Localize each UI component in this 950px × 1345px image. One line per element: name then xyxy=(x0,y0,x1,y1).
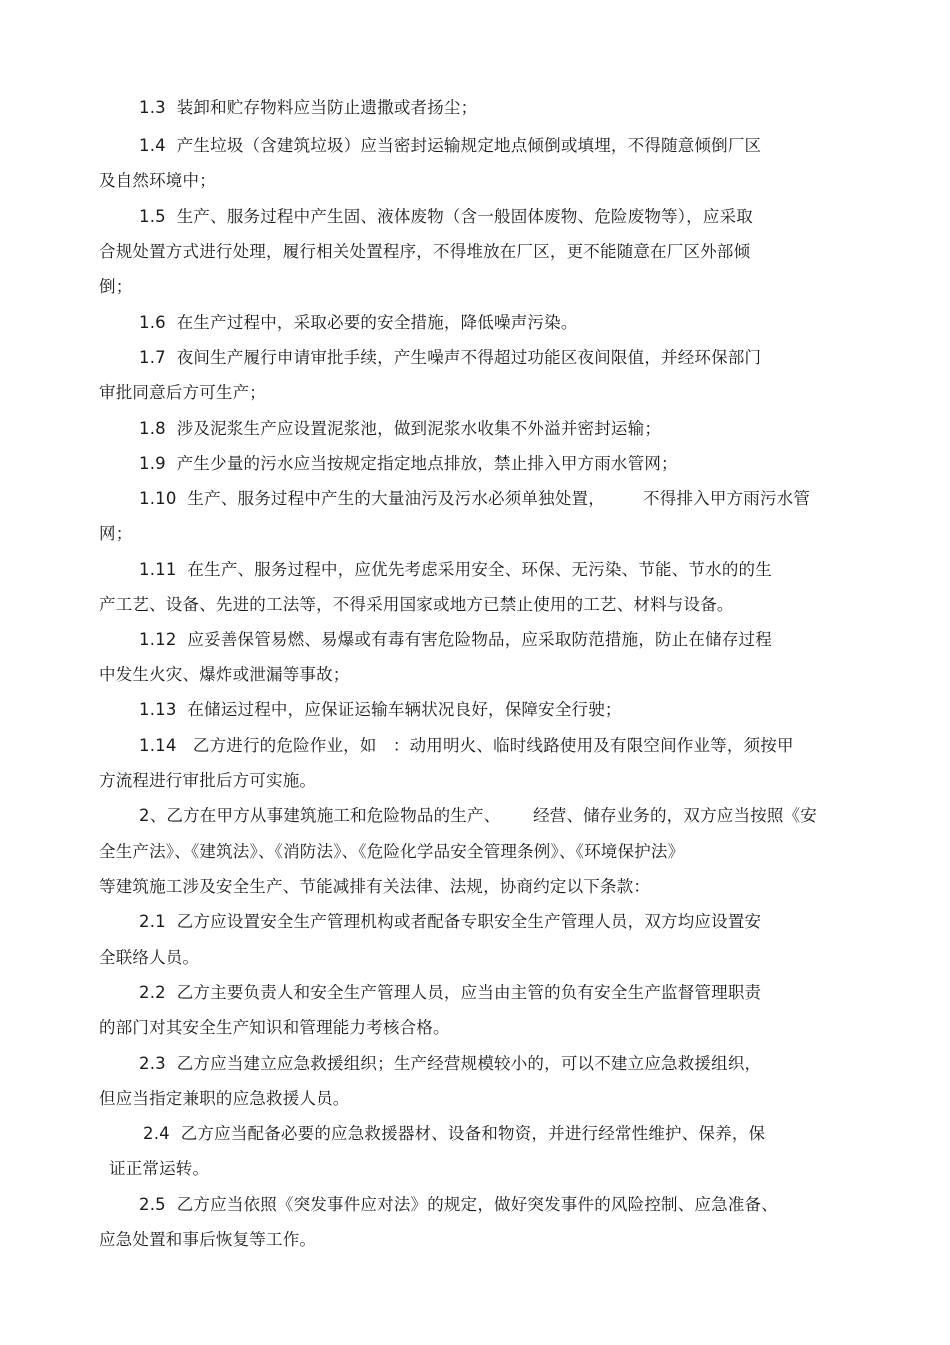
clause-1-5-line-1: 1.5 生产、服务过程中产生固、液体废物（含一般固体废物、危险废物等），应采取 xyxy=(139,207,753,226)
clause-1-11-line-1: 1.11 在生产、服务过程中，应优先考虑采用安全、环保、无污染、节能、节水的的生 xyxy=(139,560,772,579)
clause-1-4-line-1: 1.4 产生垃圾（含建筑垃圾）应当密封运输规定地点倾倒或填埋，不得随意倾倒厂区 xyxy=(139,136,762,155)
clause-2-5-line-2: 应急处置和事后恢复等工作。 xyxy=(99,1230,317,1249)
clause-1-6-line-1: 1.6 在生产过程中，采取必要的安全措施，降低噪声污染。 xyxy=(139,313,578,332)
clause-1-4-line-2: 及自然环境中； xyxy=(99,171,216,190)
clause-2-1-line-1: 2.1 乙方应设置安全生产管理机构或者配备专职安全生产管理人员，双方均应设置安 xyxy=(139,912,762,931)
clause-1-9-line-1: 1.9 产生少量的污水应当按规定指定地点排放，禁止排入甲方雨水管网； xyxy=(139,454,678,473)
clause-2-4-line-2: 证正常运转。 xyxy=(109,1159,210,1178)
section-2-line-2: 全生产法》、《建筑法》、《消防法》、《危险化学品安全管理条例》、《环境保护法》 xyxy=(99,842,685,861)
clause-2-3-line-1: 2.3 乙方应当建立应急救援组织；生产经营规模较小的，可以不建立应急救援组织， xyxy=(139,1054,762,1073)
clause-1-11-line-2: 产工艺、设备、先进的工法等，不得采用国家或地方已禁止使用的工艺、材料与设备。 xyxy=(99,595,734,614)
clause-1-12-line-1: 1.12 应妥善保管易燃、易爆或有毒有害危险物品，应采取防范措施，防止在储存过程 xyxy=(139,630,772,649)
clause-1-10-line-2: 网； xyxy=(99,524,133,543)
clause-1-14-line-1: 1.14 乙方进行的危险作业，如 ：动用明火、临时线路使用及有限空间作业等，须按甲 xyxy=(139,736,794,755)
clause-1-5-line-3: 倒； xyxy=(99,277,133,296)
clause-1-7-line-1: 1.7 夜间生产履行申请审批手续，产生噪声不得超过功能区夜间限值，并经环保部门 xyxy=(139,348,762,367)
clause-2-2-line-1: 2.2 乙方主要负责人和安全生产管理人员，应当由主管的负有安全生产监督管理职责 xyxy=(139,983,762,1002)
clause-2-5-line-1: 2.5 乙方应当依照《突发事件应对法》的规定，做好突发事件的风险控制、应急准备、 xyxy=(139,1195,778,1214)
clause-1-3-line-1: 1.3 装卸和贮存物料应当防止遗撒或者扬尘； xyxy=(139,98,478,117)
clause-1-13-line-1: 1.13 在储运过程中，应保证运输车辆状况良好，保障安全行驶； xyxy=(139,700,622,719)
clause-2-2-line-2: 的部门对其安全生产知识和管理能力考核合格。 xyxy=(99,1018,450,1037)
clause-1-14-line-2: 方流程进行审批后方可实施。 xyxy=(99,771,317,790)
clause-1-5-line-2: 合规处置方式进行处理，履行相关处置程序，不得堆放在厂区，更不能随意在厂区外部倾 xyxy=(99,242,751,261)
clause-2-4-line-1: 2.4 乙方应当配备必要的应急救援器材、设备和物资，并进行经常性维护、保养，保 xyxy=(143,1124,766,1143)
clause-1-7-line-2: 审批同意后方可生产； xyxy=(99,383,266,402)
clause-1-10-line-1: 1.10 生产、服务过程中产生的大量油污及污水必须单独处置， 不得排入甲方雨污水管 xyxy=(139,489,811,508)
clause-1-8-line-1: 1.8 涉及泥浆生产应设置泥浆池，做到泥浆水收集不外溢并密封运输； xyxy=(139,419,662,438)
section-2-line-1: 2、乙方在甲方从事建筑施工和危险物品的生产、 经营、储存业务的，双方应当按照《安 xyxy=(139,806,817,825)
clause-1-12-line-2: 中发生火灾、爆炸或泄漏等事故； xyxy=(99,665,350,684)
clause-2-3-line-2: 但应当指定兼职的应急救援人员。 xyxy=(99,1089,350,1108)
clause-2-1-line-2: 全联络人员。 xyxy=(99,948,200,967)
section-2-line-3: 等建筑施工涉及安全生产、节能减排有关法律、法规，协商约定以下条款： xyxy=(99,877,651,896)
